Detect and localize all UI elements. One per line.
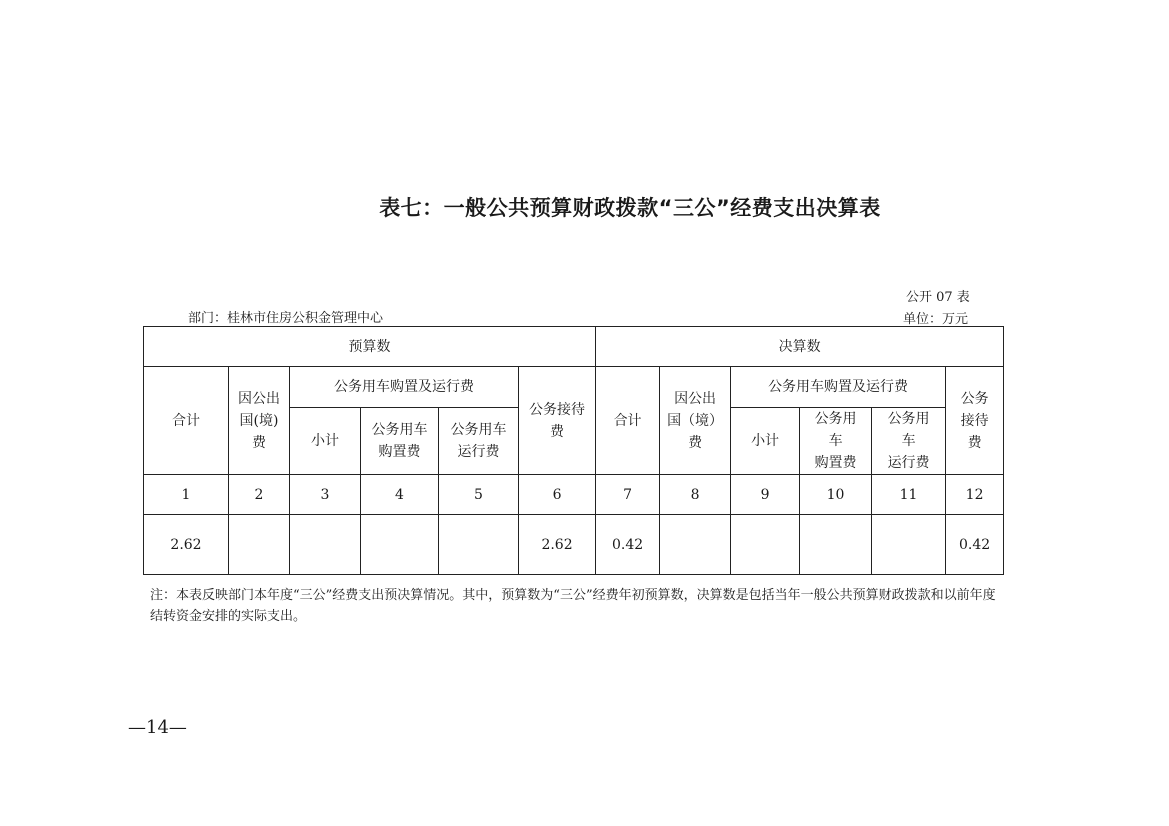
three-public-expense-table (143, 326, 1004, 575)
column-number: 9 (731, 475, 800, 515)
page-number: —14— (128, 717, 187, 738)
column-number: 10 (800, 475, 872, 515)
budget-abroad-header: 因公出 国(境) 费 (229, 367, 290, 475)
actual-subtotal-header: 小计 (731, 408, 800, 475)
actual-vehicle-operation-header: 公务用 车 运行费 (872, 408, 946, 475)
column-number: 12 (946, 475, 1004, 515)
budget-vehicle-operation-value (439, 515, 519, 575)
column-number: 1 (144, 475, 229, 515)
budget-reception-header: 公务接待 费 (519, 367, 596, 475)
budget-vehicle-purchase-value (361, 515, 439, 575)
budget-total-header: 合计 (144, 367, 229, 475)
actual-group-header: 决算数 (596, 327, 1004, 367)
column-number: 2 (229, 475, 290, 515)
budget-vehicle-operation-header: 公务用车 运行费 (439, 408, 519, 475)
group-header-row (144, 327, 1004, 367)
actual-vehicle-operation-value (872, 515, 946, 575)
actual-vehicle-purchase-value (800, 515, 872, 575)
actual-abroad-value (660, 515, 731, 575)
budget-vehicle-purchase-header: 公务用车 购置费 (361, 408, 439, 475)
column-number: 8 (660, 475, 731, 515)
header-row-1 (144, 367, 1004, 408)
actual-vehicle-purchase-header: 公务用 车 购置费 (800, 408, 872, 475)
column-number: 11 (872, 475, 946, 515)
column-number: 4 (361, 475, 439, 515)
department-label: 部门：桂林市住房公积金管理中心 (188, 311, 384, 326)
column-number-row (144, 475, 1004, 515)
actual-subtotal-value (731, 515, 800, 575)
budget-abroad-value (229, 515, 290, 575)
page-title: 表七：一般公共预算财政拨款“三公”经费支出决算表 (379, 196, 881, 220)
column-number: 5 (439, 475, 519, 515)
budget-subtotal-value (290, 515, 361, 575)
actual-abroad-header: 因公出 国（境） 费 (660, 367, 731, 475)
column-number: 6 (519, 475, 596, 515)
table-note: 注：本表反映部门本年度“三公”经费支出预决算情况。其中，预算数为“三公”经费年初预算数，决算数是包括当年一般公共预算财政拨款和以前年度结转资金安排的实际支出。 (150, 588, 996, 624)
form-number: 公开 07 表 (906, 290, 970, 305)
unit-label: 单位：万元 (903, 312, 969, 327)
actual-reception-header: 公务 接待 费 (946, 367, 1004, 475)
actual-reception-value: 0.42 (946, 515, 1004, 575)
budget-group-header: 预算数 (144, 327, 596, 367)
actual-total-header: 合计 (596, 367, 660, 475)
budget-reception-value: 2.62 (519, 515, 596, 575)
budget-vehicle-group-header: 公务用车购置及运行费 (290, 367, 519, 408)
budget-subtotal-header: 小计 (290, 408, 361, 475)
actual-total-value: 0.42 (596, 515, 660, 575)
data-row (144, 515, 1004, 575)
actual-vehicle-group-header: 公务用车购置及运行费 (731, 367, 946, 408)
column-number: 3 (290, 475, 361, 515)
column-number: 7 (596, 475, 660, 515)
budget-total-value: 2.62 (144, 515, 229, 575)
